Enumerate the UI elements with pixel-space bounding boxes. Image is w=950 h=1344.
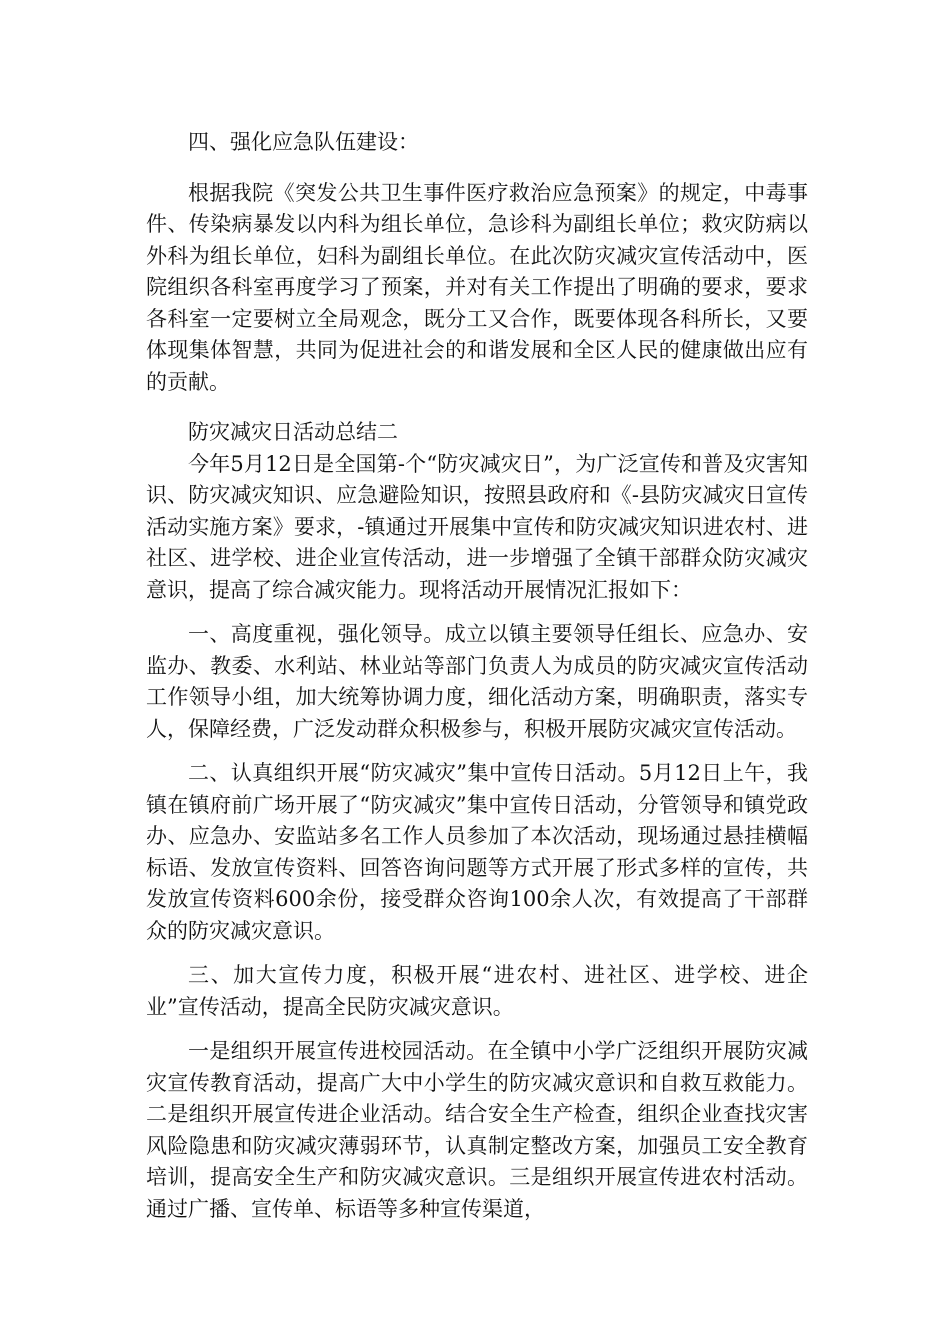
document-subtitle: 防灾减灾日活动总结二 bbox=[188, 420, 398, 444]
paragraph-emergency-plan: 根据我院《突发公共卫生事件医疗救治应急预案》的规定，中毒事件、传染病暴发以内科为组长单位，急诊科为副组长单位；救灾防病以外科为组长单位，妇科为副组长单位。在此次防灾减灾宣传活动中，医院组织各科室再度学习了预案，并对有关工作提出了明确的要求，要求各科室一定要树立全局观念，既分工又合作，既要体现各科所长，又要体现集体智慧，共同为促进社会的和谐发展和全区人民的健康做出应有的贡献。 bbox=[146, 180, 808, 394]
section-heading-4: 四、强化应急队伍建设： bbox=[188, 130, 419, 154]
document-page bbox=[146, 127, 808, 1225]
paragraph-section-2: 二、认真组织开展“防灾减灾”集中宣传日活动。5月12日上午，我镇在镇府前广场开展了“防灾减灾”集中宣传日活动，分管领导和镇党政办、应急办、安监站多名工作人员参加了本次活动，现场通过悬挂横幅标语、发放宣传资料、回答咨询问题等方式开展了形式多样的宣传，共发放宣传资料600余份，接受群众咨询100余人次，有效提高了干部群众的防灾减灾意识。 bbox=[146, 761, 808, 943]
paragraph-section-1: 一、高度重视，强化领导。成立以镇主要领导任组长、应急办、安监办、教委、水利站、林业站等部门负责人为成员的防灾减灾宣传活动工作领导小组，加大统筹协调力度，细化活动方案，明确职责，落实专人，保障经费，广泛发动群众积极参与，积极开展防灾减灾宣传活动。 bbox=[146, 622, 808, 741]
paragraph-activities: 一是组织开展宣传进校园活动。在全镇中小学广泛组织开展防灾减灾宣传教育活动，提高广大中小学生的防灾减灾意识和自救互救能力。二是组织开展宣传进企业活动。结合安全生产检查，组织企业查找灾害风险隐患和防灾减灾薄弱环节，认真制定整改方案，加强员工安全教育培训，提高安全生产和防灾减灾意识。三是组织开展宣传进农村活动。通过广播、宣传单、标语等多种宣传渠道， bbox=[146, 1039, 808, 1221]
paragraph-introduction: 今年5月12日是全国第-个“防灾减灾日”，为广泛宣传和普及灾害知识、防灾减灾知识、应急避险知识，按照县政府和《-县防灾减灾日宣传活动实施方案》要求，-镇通过开展集中宣传和防灾减灾知识进农村、进社区、进学校、进企业宣传活动，进一步增强了全镇干部群众防灾减灾意识，提高了综合减灾能力。现将活动开展情况汇报如下： bbox=[146, 451, 808, 602]
paragraph-section-3: 三、加大宣传力度，积极开展“进农村、进社区、进学校、进企业”宣传活动，提高全民防灾减灾意识。 bbox=[146, 963, 808, 1019]
